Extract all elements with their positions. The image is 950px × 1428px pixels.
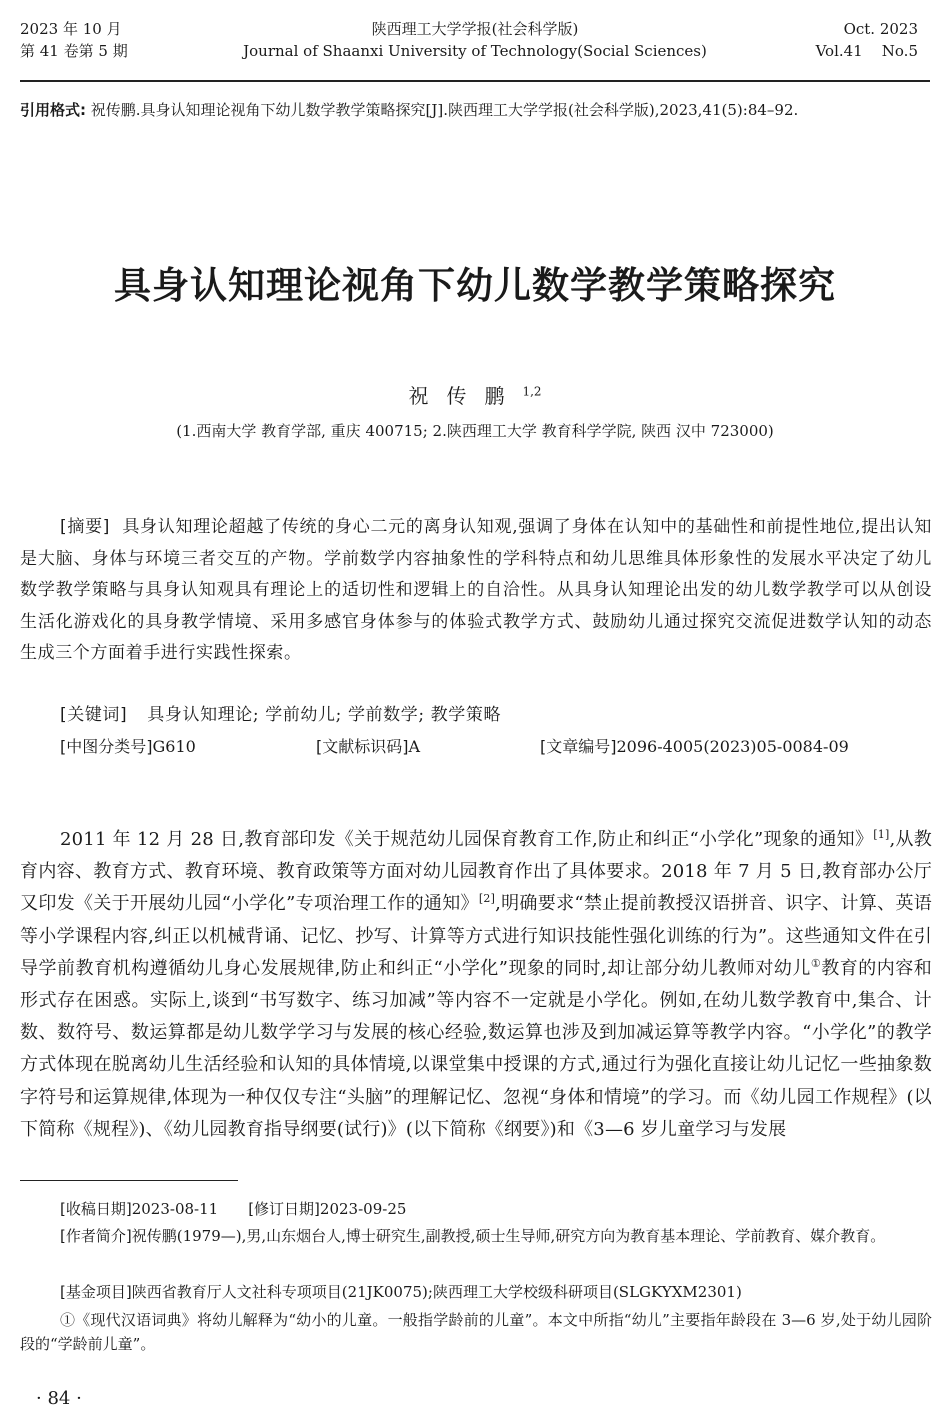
- author-line: [0, 380, 950, 409]
- funding-label: [基金项目]: [60, 1283, 132, 1301]
- revised-label: [修订日期]: [248, 1200, 320, 1218]
- paper-title: 具身认知理论视角下幼儿数学教学策略探究: [114, 264, 836, 307]
- received-date: 2023-08-11: [131, 1200, 219, 1218]
- body-text-part: 2011 年 12 月 28 日,教育部印发《关于规范幼儿园保育教育工作,防止和纠正“小学化”现象的通知》: [60, 829, 874, 850]
- author-bio-label: [作者简介]: [60, 1227, 132, 1245]
- citation-label: 引用格式:: [20, 101, 86, 119]
- body-text-part: ,从教育内容、教育方式、教育环境、教育政策等方面对幼儿园教育作出了具体要求。2018 年 7 月 5 日,教育部办公厅又印发《关于开展幼儿园“小学化”专项治理工作的通知》: [20, 829, 932, 915]
- volume-issue-en: Vol.41 No.5: [815, 42, 918, 60]
- footnote-funding: [20, 1280, 932, 1304]
- footnote-mark: ①: [810, 956, 822, 970]
- article-number: [540, 734, 849, 760]
- keywords-label: [关键词]: [60, 705, 128, 725]
- journal-name-en: Journal of Shaanxi University of Technology(Social Sciences): [243, 42, 707, 60]
- article-number-value: 2096-4005(2023)05-0084-09: [616, 737, 849, 756]
- reference-mark-2: [2]: [478, 892, 496, 906]
- abstract-text: 具身认知理论超越了传统的身心二元的离身认知观,强调了身体在认知中的基础性和前提性地位,提出认知是大脑、身体与环境三者交互的产物。学前数学内容抽象性的学科特点和幼儿思维具体形象性的发展水平决定了幼儿数学教学策略与具身认知观具有理论上的适切性和逻辑上的自洽性。从具身认知理论出发的幼儿数学教学可以从创设生活化游戏化的具身教学情境、采用多感官身体参与的体验式教学方式、鼓励幼儿通过探究交流促进数学认知的动态生成三个方面着手进行实践性探索。: [20, 517, 932, 663]
- revised-date: 2023-09-25: [319, 1200, 407, 1218]
- author-name: 祝传鹏: [408, 384, 523, 408]
- reference-mark-1: [1]: [873, 828, 890, 841]
- doc-code-value: A: [408, 737, 421, 756]
- footnote-dates: [20, 1197, 932, 1221]
- clc-label: [中图分类号]: [60, 737, 153, 756]
- received-label: [收稿日期]: [60, 1200, 132, 1218]
- document-code: [316, 734, 420, 760]
- citation-format: [20, 97, 932, 123]
- body-text-part: 教育的内容和形式存在困惑。实际上,谈到“书写数字、练习加减”等内容不一定就是小学化。例如,在幼儿数学教育中,集合、计数、数符号、数运算都是幼儿数学学习与发展的核心经验,数运算也涉及到加减运算等教学内容。“小学化”的教学方式体现在脱离幼儿生活经验和认知的具体情境,以课堂集中授课的方式,通过行为强化直接让幼儿记忆一些抽象数字符号和运算规律,体现为一种仅仅专注“头脑”的理解记忆、忽视“身体和情境”的学习。而《幼儿园工作规程》(以下简称《规程》)、《幼儿园教育指导纲要(试行)》(以下简称《纲要》)和《3—6 岁儿童学习与发展: [20, 957, 933, 1140]
- author-bio-text: 祝传鹏(1979—),男,山东烟台人,博士研究生,副教授,硕士生导师,研究方向为教育基本理论、学前教育、媒介教育。: [131, 1227, 886, 1245]
- volume-issue-cn: 第 41 卷第 5 期: [20, 42, 128, 60]
- funding-text: 陕西省教育厅人文社科专项项目(21JK0075);陕西理工大学校级科研项目(SLGKYXM2301): [131, 1283, 742, 1301]
- clc-number: [60, 734, 196, 760]
- footnote-note: ①《现代汉语词典》将幼儿解释为“幼小的儿童。一般指学龄前的儿童”。本文中所指“幼儿”主要指年龄段在 3—6 岁,处于幼儿园阶段的“学龄前儿童”。: [20, 1311, 932, 1353]
- header-right: [816, 18, 918, 62]
- page-number: · 84 ·: [36, 1388, 82, 1409]
- header-divider: [20, 80, 930, 82]
- issue-date-en: Oct. 2023: [843, 20, 918, 38]
- footnote-divider: [20, 1180, 238, 1181]
- author-affiliation-mark: 1,2: [522, 384, 542, 399]
- keywords: [60, 702, 501, 728]
- clc-value: G610: [152, 737, 196, 756]
- footnote-author-bio: [20, 1224, 932, 1248]
- body-paragraph: [20, 824, 932, 1146]
- header-center: [0, 18, 950, 62]
- citation-text: 祝传鹏.具身认知理论视角下幼儿数学教学策略探究[J].陕西理工大学学报(社会科学版),2023,41(5):84–92.: [90, 101, 799, 119]
- doc-code-label: [文献标识码]: [316, 737, 409, 756]
- article-number-label: [文章编号]: [540, 737, 617, 756]
- author-affiliation: (1.西南大学 教育学部, 重庆 400715; 2.陕西理工大学 教育科学学院, 陕西 汉中 723000): [176, 422, 774, 440]
- abstract: [20, 512, 932, 670]
- abstract-label: [摘要]: [60, 517, 111, 537]
- body-text-part: ,明确要求“禁止提前教授汉语拼音、识字、计算、英语等小学课程内容,纠正以机械背诵、记忆、抄写、计算等方式进行知识技能性强化训练的行为”。这些通知文件在引导学前教育机构遵循幼儿身心发展规律,防止和纠正“小学化”现象的同时,却让部分幼儿教师对幼儿: [20, 893, 932, 979]
- journal-name-cn: 陕西理工大学学报(社会科学版): [371, 20, 579, 38]
- issue-date: 2023 年 10 月: [20, 20, 122, 38]
- keywords-text: 具身认知理论; 学前幼儿; 学前数学; 教学策略: [147, 705, 502, 725]
